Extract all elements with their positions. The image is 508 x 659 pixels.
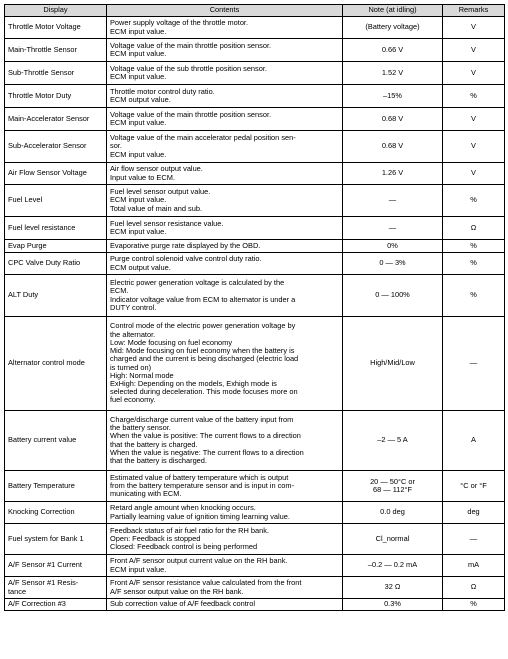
cell-display [5,317,107,411]
cell-contents [107,253,343,275]
contents-line: DUTY control. [110,302,157,312]
cell-note [343,62,443,85]
cell-display [5,240,107,253]
note-value: 1.52 V [381,67,404,77]
cell-display [5,555,107,577]
table-row [5,62,505,85]
contents-line: is turned on) [110,362,152,372]
remarks-unit: % [470,195,477,205]
header-display: Display [5,5,107,17]
display-label: Fuel system for Bank 1 [8,533,84,543]
header-contents: Contents [107,5,343,17]
contents-line: the battery sensor. [110,423,171,433]
cell-display [5,39,107,62]
cell-remarks [443,411,505,471]
cell-remarks [443,471,505,502]
cell-note [343,240,443,253]
contents-line: Estimated value of battery temperature which is output [110,472,289,482]
cell-contents [107,471,343,502]
note-value: 0.0 deg [380,507,405,517]
cell-note [343,317,443,411]
table-row [5,317,505,411]
contents-line: Total value of main and sub. [110,203,203,213]
contents-line: When the value is positive: The current flows to a direction [110,431,301,441]
cell-display [5,217,107,240]
contents-line: the alternator. [110,329,156,339]
contents-line: sor. [110,141,122,151]
contents-line: Mid: Mode focusing on fuel economy when the battery is [110,346,295,356]
contents-line: Throttle motor control duty ratio. [110,86,215,96]
cell-remarks [443,163,505,185]
cell-contents [107,185,343,217]
contents-line: Voltage value of the main accelerator pedal position sen- [110,133,296,143]
contents-line: that the battery is charged. [110,439,198,449]
cell-contents [107,599,343,611]
display-label: Sub-Accelerator Sensor [8,141,87,151]
cell-display [5,275,107,317]
display-label: Main-Throttle Sensor [8,44,78,54]
contents-line: Voltage value of the main throttle position sensor. [110,109,272,119]
cell-contents [107,163,343,185]
table-row [5,253,505,275]
remarks-unit: Ω [470,582,477,592]
contents-line: ECM output value. [110,95,171,104]
contents-line: When the value is negative: The current flows to a direction [110,447,304,457]
note-value: –0.2 — 0.2 mA [367,560,418,570]
cell-display [5,62,107,85]
display-label: Fuel Level [8,195,43,205]
remarks-unit: mA [467,560,480,570]
cell-remarks [443,240,505,253]
display-label: A/F Sensor #1 Current [8,560,82,570]
contents-line: from the battery temperature sensor and is input in com- [110,480,295,490]
contents-line: Indicator voltage value from ECM to alternator is under a [110,294,296,304]
contents-line: Closed: Feedback control is being performed [110,542,258,552]
cell-display [5,411,107,471]
cell-display [5,108,107,131]
cell-remarks [443,17,505,39]
cell-note [343,163,443,185]
display-label: A/F Sensor #1 Resis- tance [8,578,79,596]
remarks-unit: % [470,240,477,250]
contents-line: ECM input value. [110,227,167,236]
contents-line: Voltage value of the main throttle position sensor. [110,40,272,50]
table-row [5,17,505,39]
table-row [5,275,505,317]
table-row [5,85,505,108]
display-label: A/F Correction #3 [8,599,66,609]
contents-line: Front A/F sensor output current value on the RH bank. [110,556,288,566]
cell-remarks [443,555,505,577]
note-value: — [388,195,397,205]
cell-contents [107,317,343,411]
contents-line: Partially learning value of ignition timing learning value. [110,511,290,521]
cell-display [5,471,107,502]
cell-contents [107,275,343,317]
cell-note [343,17,443,39]
cell-display [5,502,107,524]
contents-line: Power supply voltage of the throttle motor. [110,18,249,28]
contents-line: Open: Feedback is stopped [110,533,201,543]
cell-contents [107,217,343,240]
note-value: 0.68 V [381,141,404,151]
cell-remarks [443,62,505,85]
contents-line: Control mode of the electric power generation voltage by [110,321,296,331]
display-label: Evap Purge [8,240,47,250]
table-row [5,411,505,471]
table-row [5,108,505,131]
cell-display [5,163,107,185]
note-value: –15% [383,90,402,100]
cell-remarks [443,577,505,599]
remarks-unit: V [471,67,476,77]
remarks-unit: V [471,44,476,54]
contents-line: ECM. [110,286,129,296]
table-row [5,217,505,240]
contents-line: Fuel level sensor resistance value. [110,218,224,228]
table-row [5,599,505,611]
data-monitor-table [4,4,505,611]
cell-contents [107,577,343,599]
cell-remarks [443,108,505,131]
table-row [5,555,505,577]
remarks-unit: deg [467,507,480,517]
display-label: Knocking Correction [8,507,75,517]
contents-line: Electric power generation voltage is calculated by the [110,278,285,288]
contents-line: Voltage value of the sub throttle position sensor. [110,63,267,73]
table-row [5,131,505,163]
note-value: 0.68 V [381,113,404,123]
cell-remarks [443,39,505,62]
contents-line: ExHigh: Depending on the models, Exhigh mode is [110,378,277,388]
contents-line: Retard angle amount when knocking occurs. [110,503,256,513]
note-value: — [388,222,397,232]
cell-note [343,555,443,577]
contents-line: High: Normal mode [110,370,174,380]
contents-line: ECM input value. [110,118,167,127]
header-row [5,5,505,17]
cell-note [343,185,443,217]
display-label: Alternator control mode [8,358,85,368]
cell-note [343,275,443,317]
contents-line: selected during deceleration. This mode focuses more on [110,387,298,397]
note-value: 0 — 100% [375,290,410,300]
cell-display [5,85,107,108]
cell-note [343,599,443,611]
contents-line: Purge control solenoid valve control duty ratio. [110,254,262,264]
remarks-unit: — [469,533,478,543]
cell-remarks [443,217,505,240]
note-value: 1.26 V [381,168,404,178]
remarks-unit: V [471,141,476,151]
contents-line: ECM input value. [110,72,167,81]
cell-display [5,131,107,163]
cell-contents [107,555,343,577]
contents-line: municating with ECM. [110,489,182,499]
cell-remarks [443,275,505,317]
cell-note [343,411,443,471]
note-value: Cl_normal [375,533,410,543]
header-remarks: Remarks [443,5,505,17]
contents-line: ECM output value. [110,262,171,272]
cell-display [5,577,107,599]
contents-line: ECM input value. [110,49,167,58]
note-value: 0.66 V [381,44,404,54]
table-row [5,502,505,524]
remarks-unit: % [470,290,477,300]
cell-remarks [443,131,505,163]
cell-remarks [443,185,505,217]
display-label: Battery Temperature [8,480,75,490]
cell-display [5,524,107,555]
contents-line: Feedback status of air fuel ratio for the RH bank. [110,525,269,535]
contents-line: ECM input value. [110,26,167,36]
display-label: ALT Duty [8,290,39,300]
cell-note [343,253,443,275]
cell-display [5,599,107,611]
remarks-unit: % [470,599,477,609]
contents-line: Charge/discharge current value of the battery input from [110,414,294,424]
display-label: Battery current value [8,435,77,445]
table-row [5,524,505,555]
table-header [5,5,505,17]
cell-note [343,85,443,108]
cell-contents [107,240,343,253]
cell-remarks [443,524,505,555]
cell-contents [107,39,343,62]
note-value: 0 — 3% [379,258,406,268]
cell-contents [107,524,343,555]
note-value: 0.3% [384,599,401,609]
display-label: CPC Valve Duty Ratio [8,258,81,268]
cell-contents [107,131,343,163]
contents-line: A/F sensor output value on the RH bank. [110,586,244,596]
remarks-unit: V [471,168,476,178]
display-label: Throttle Motor Duty [8,90,72,100]
remarks-unit: A [471,435,476,445]
note-value: 32 Ω [384,582,401,592]
contents-line: Front A/F sensor resistance value calculated from the front [110,578,302,588]
remarks-unit: Ω [470,222,477,232]
note-value: 20 — 50°C or 68 — 112°F [370,476,415,494]
note-value: High/Mid/Low [370,358,415,368]
cell-note [343,108,443,131]
cell-remarks [443,253,505,275]
cell-note [343,39,443,62]
remarks-unit: % [470,258,477,268]
cell-contents [107,62,343,85]
contents-line: fuel economy. [110,395,156,405]
contents-line: that the battery is discharged. [110,455,207,465]
contents-line: ECM input value. [110,149,167,159]
table-row [5,577,505,599]
cell-contents [107,85,343,108]
contents-line: Input value to ECM. [110,172,175,182]
display-label: Fuel level resistance [8,222,76,232]
remarks-unit: % [470,90,477,100]
table-row [5,39,505,62]
header-note: Note (at idling) [343,5,443,17]
note-value: (Battery voltage) [365,22,420,32]
table-row [5,471,505,502]
table-row [5,240,505,253]
cell-note [343,502,443,524]
cell-note [343,217,443,240]
cell-contents [107,17,343,39]
cell-display [5,185,107,217]
cell-display [5,253,107,275]
remarks-unit: V [471,113,476,123]
display-label: Sub-Throttle Sensor [8,67,75,77]
cell-contents [107,502,343,524]
cell-note [343,471,443,502]
remarks-unit: °C or °F [460,480,487,490]
display-label: Air Flow Sensor Voltage [8,168,87,178]
cell-display [5,17,107,39]
remarks-unit: V [471,22,476,32]
note-value: 0% [387,240,398,250]
table-body [5,17,505,611]
contents-line: Fuel level sensor output value. [110,187,211,197]
display-label: Throttle Motor Voltage [8,22,81,32]
contents-line: ECM input value. [110,195,167,205]
table-row [5,163,505,185]
cell-note [343,131,443,163]
cell-contents [107,108,343,131]
note-value: –2 — 5 A [377,435,408,445]
cell-note [343,524,443,555]
contents-line: Low: Mode focusing on fuel economy [110,337,233,347]
contents-line: Sub correction value of A/F feedback control [110,599,256,609]
table-row [5,185,505,217]
contents-line: charged and the current is being discharged (electric load [110,354,299,364]
contents-line: ECM input value. [110,564,167,574]
cell-remarks [443,599,505,611]
contents-line: Evaporative purge rate displayed by the OBD. [110,240,261,250]
cell-remarks [443,502,505,524]
cell-note [343,577,443,599]
display-label: Main-Accelerator Sensor [8,113,90,123]
cell-remarks [443,85,505,108]
cell-remarks [443,317,505,411]
remarks-unit: — [469,358,478,368]
contents-line: Air flow sensor output value. [110,164,203,174]
cell-contents [107,411,343,471]
